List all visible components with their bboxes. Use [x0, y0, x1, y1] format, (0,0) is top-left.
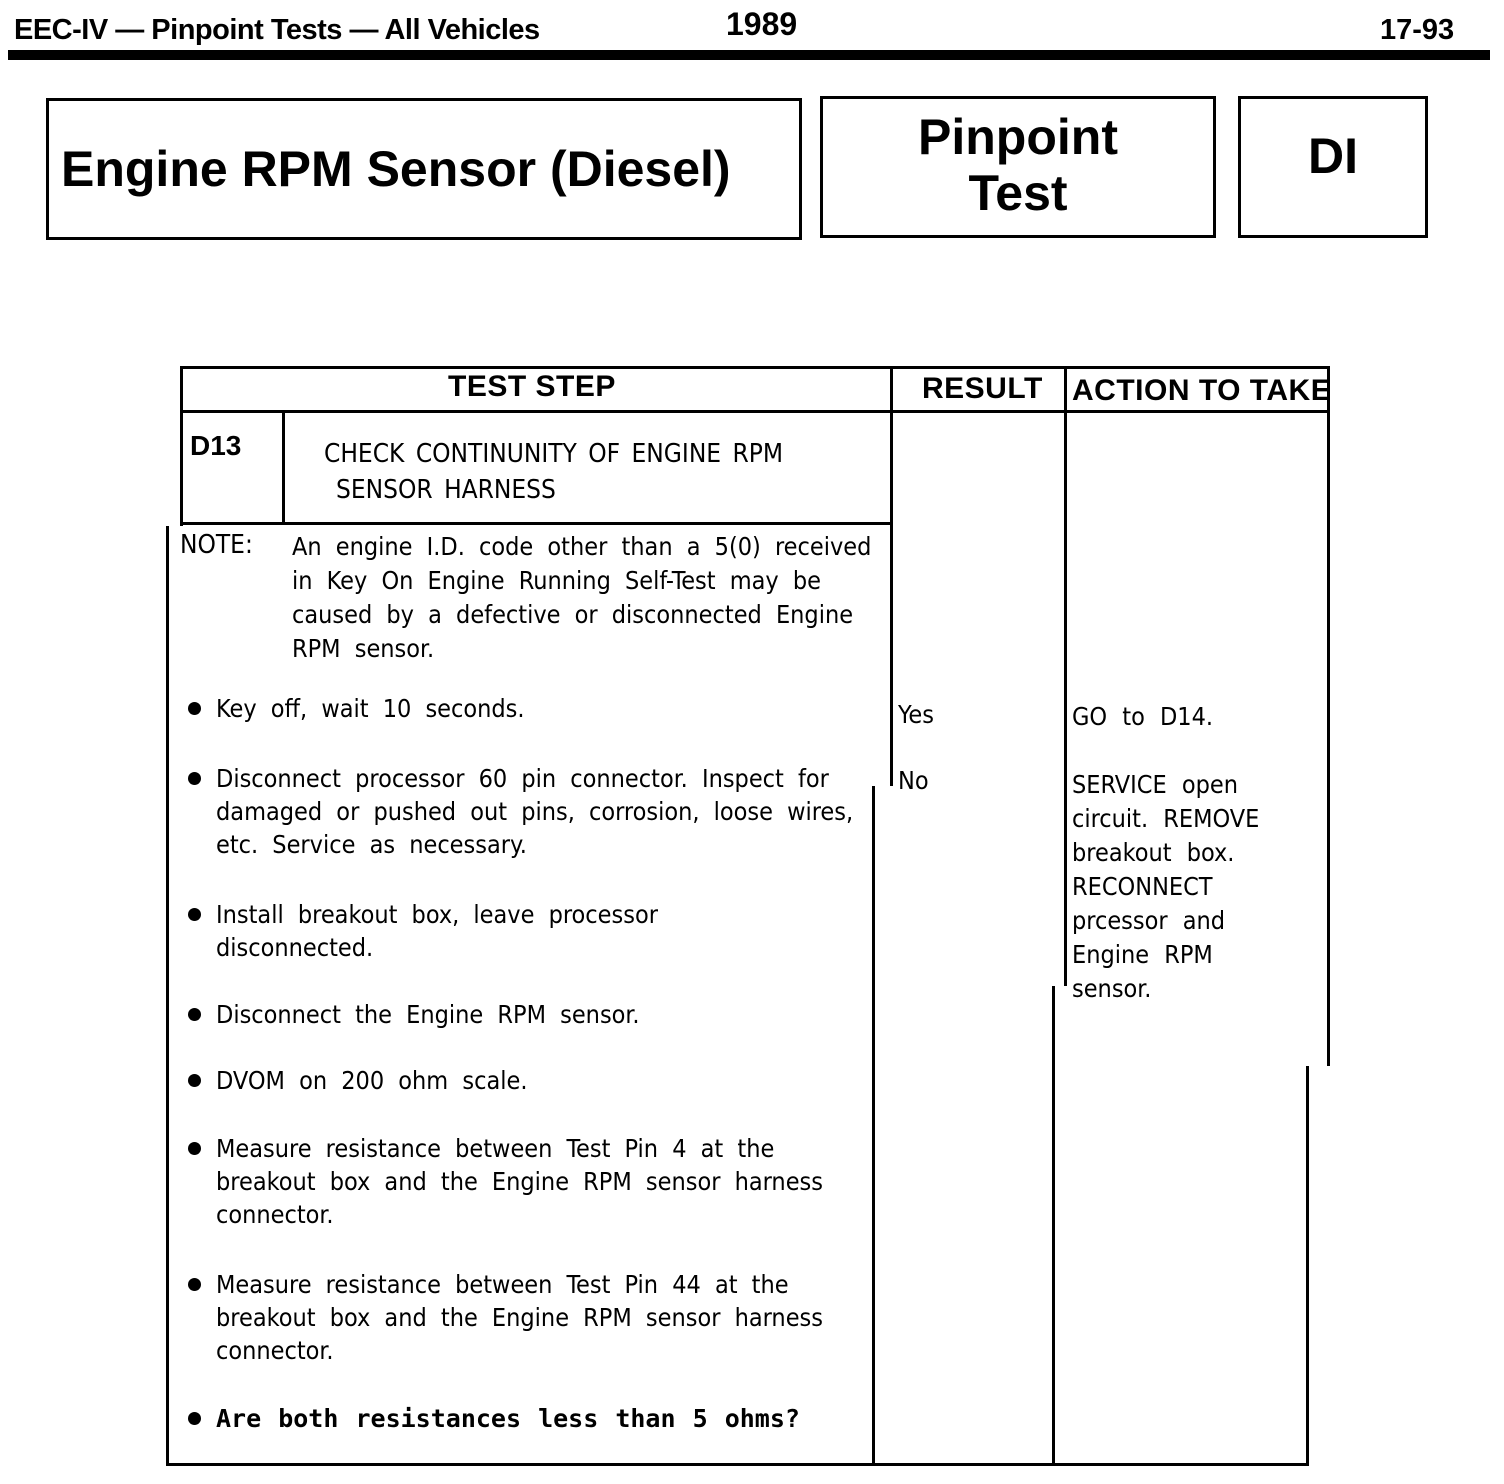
- col-header-test-step: TEST STEP: [448, 370, 616, 403]
- step-item: [180, 692, 906, 725]
- step-title-line2: SENSOR HARNESS: [336, 475, 556, 505]
- result-yes: Yes: [898, 700, 934, 729]
- bullet-icon: [188, 1142, 201, 1155]
- table-bottom-border: [166, 1463, 1309, 1466]
- action-no: SERVICE open circuit. REMOVE breakout box. RECONNECT prcessor and Engine RPM sensor.: [1072, 770, 1260, 1003]
- bullet-icon: [188, 1008, 201, 1021]
- year: 1989: [726, 6, 798, 42]
- bullet-icon: [188, 1074, 201, 1087]
- action-divider-lower: [1052, 986, 1055, 1466]
- step-item: [180, 1132, 876, 1231]
- pinpoint-label: Pinpoint: [918, 109, 1118, 165]
- result-no: No: [898, 766, 929, 795]
- step-id: D13: [190, 430, 242, 461]
- table-left-border-lower: [166, 526, 169, 1466]
- table-right-border-upper: [1327, 366, 1330, 1066]
- test-code: DI: [1308, 128, 1358, 184]
- table-right-border-lower: [1306, 1066, 1309, 1466]
- bullet-icon: [188, 1412, 201, 1425]
- step-item-text: Measure resistance between Test Pin 44 at the breakout box and the Engine RPM sensor harness connector.: [216, 1270, 823, 1365]
- step-item: [180, 998, 906, 1031]
- step-item: [180, 1268, 876, 1367]
- col-header-action: ACTION TO TAKE: [1072, 374, 1332, 407]
- header-bottom-border: [180, 410, 1330, 413]
- test-label: Test: [968, 165, 1068, 221]
- step-title-bottom-border: [180, 522, 892, 525]
- bullet-icon: [188, 772, 201, 785]
- bullet-icon: [188, 702, 201, 715]
- step-item-text: Measure resistance between Test Pin 4 at the breakout box and the Engine RPM sensor harness connector.: [216, 1134, 823, 1229]
- step-question-text: Are both resistances less than 5 ohms?: [216, 1404, 800, 1433]
- step-item: [180, 762, 876, 861]
- main-title-box: [46, 98, 802, 240]
- step-item-text: Disconnect processor 60 pin connector. Inspect for damaged or pushed out pins, corrosion, loose wires, etc. Service as necessary.: [216, 764, 854, 859]
- note-text: An engine I.D. code other than a 5(0) received in Key On Engine Running Self-Test may be caused by a defective or disconnected Engine RPM sensor.: [292, 532, 872, 663]
- col-header-result: RESULT: [922, 372, 1043, 405]
- page-number: 17-93: [1380, 14, 1455, 46]
- header-rule: [8, 50, 1490, 60]
- table-left-border-upper: [180, 366, 183, 526]
- step-item-text: DVOM on 200 ohm scale.: [216, 1066, 528, 1095]
- step-id-divider: [282, 410, 285, 522]
- table-top-border: [180, 366, 1330, 369]
- test-code-box: [1238, 96, 1428, 238]
- step-item: [180, 898, 736, 964]
- step-title-line1: CHECK CONTINUNITY OF ENGINE RPM: [324, 439, 784, 469]
- test-step-table: [166, 366, 1330, 1466]
- action-divider-upper: [1064, 366, 1067, 986]
- step-item: [180, 1064, 906, 1097]
- step-item-text: Install breakout box, leave processor disconnected.: [216, 900, 658, 962]
- step-item-text: Key off, wait 10 seconds.: [216, 694, 525, 723]
- section-title: EEC-IV — Pinpoint Tests — All Vehicles: [14, 14, 540, 46]
- note-label: NOTE:: [180, 530, 253, 560]
- running-header: [0, 0, 1504, 70]
- bullet-icon: [188, 908, 201, 921]
- step-item-text: Disconnect the Engine RPM sensor.: [216, 1000, 640, 1029]
- step-question: [180, 1402, 906, 1435]
- step-title: [324, 436, 783, 508]
- bullet-icon: [188, 1278, 201, 1291]
- action-yes: GO to D14.: [1072, 702, 1214, 731]
- pinpoint-test-box: [820, 96, 1216, 238]
- main-title: Engine RPM Sensor (Diesel): [61, 141, 731, 197]
